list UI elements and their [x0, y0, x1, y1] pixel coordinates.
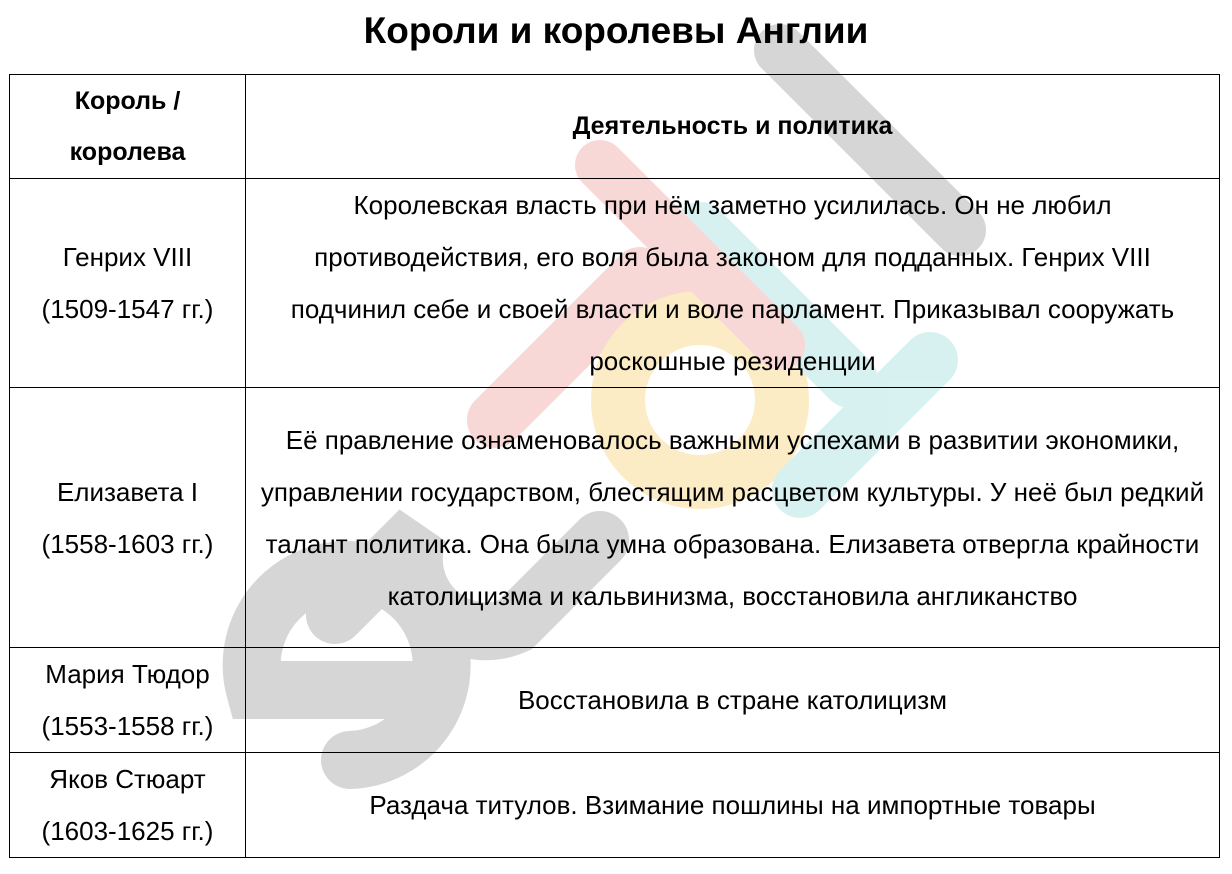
- monarch-years: (1558-1603 гг.): [41, 528, 214, 559]
- table-row: [10, 179, 1220, 388]
- table-row: [10, 388, 1220, 648]
- table-header-row: [10, 75, 1220, 179]
- monarch-years: (1553-1558 гг.): [41, 711, 214, 741]
- header-monarch: Король / королева: [10, 75, 246, 179]
- monarch-cell: [10, 179, 246, 388]
- monarch-cell: [10, 753, 246, 858]
- activity-cell: Раздача титулов. Взимание пошлины на импортные товары: [246, 753, 1220, 858]
- activity-cell: Её правление ознаменовалось важными успехами в развитии экономики, управлении государством, блестящим расцветом культуры. У неё был редкий талант политика. Она была умна образована. Елизавета отвергла крайности католицизма и кальвинизма, восстановила англиканство: [246, 388, 1220, 648]
- table-row: [10, 648, 1220, 753]
- monarch-cell: [10, 648, 246, 753]
- monarch-cell: [10, 388, 246, 648]
- monarch-name: Генрих VIII: [62, 242, 193, 272]
- monarch-name: Мария Тюдор: [45, 659, 210, 689]
- header-activity: Деятельность и политика: [246, 75, 1220, 179]
- monarch-name: Яков Стюарт: [49, 764, 206, 794]
- monarch-years: (1603-1625 гг.): [41, 816, 214, 846]
- monarch-years: (1509-1547 гг.): [41, 294, 214, 324]
- activity-cell: Восстановила в стране католицизм: [246, 648, 1220, 753]
- monarch-name: Елизавета I: [56, 476, 199, 507]
- monarchs-table: [9, 74, 1220, 858]
- table-row: [10, 753, 1220, 858]
- activity-cell: Королевская власть при нём заметно усилилась. Он не любил противодействия, его воля была законом для подданных. Генрих VIII подчинил себе и своей власти и воле парламент. Приказывал сооружать роскошные резиденции: [246, 179, 1220, 388]
- page-title: Короли и королевы Англии: [363, 10, 869, 51]
